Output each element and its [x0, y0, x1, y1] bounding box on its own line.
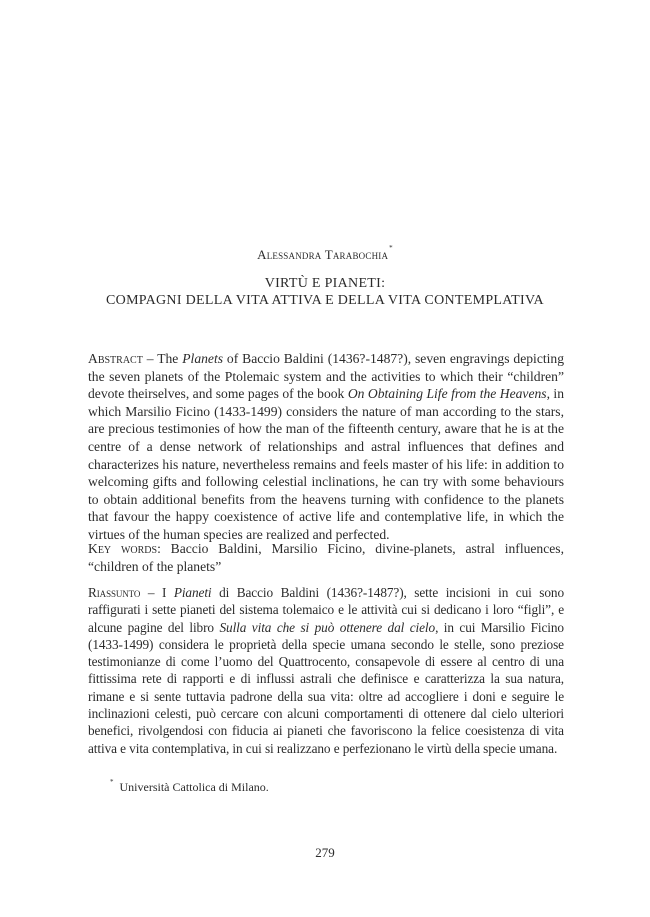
- abstract-label: Abstract: [88, 351, 143, 366]
- riassunto-dash: –: [140, 585, 162, 600]
- keywords-label: Key words: [88, 541, 158, 556]
- riassunto-text-2: di Baccio Baldini (1436?-1487?), sette incisioni in cui sono raffigurati i sette pianeti del sistema tolemaico e le attività cui si dedicano i loro “figli”, e alcune pagine del libro: [88, 585, 565, 635]
- abstract-dash: –: [142, 351, 158, 366]
- riassunto-label: Riassunto: [88, 585, 141, 600]
- riassunto-paragraph: [88, 584, 564, 757]
- riassunto-text-1: I: [161, 585, 174, 600]
- author-line: [0, 244, 650, 263]
- author-name: Alessandra Tarabochia: [257, 247, 389, 262]
- footnote-marker: *: [110, 778, 114, 786]
- title-line-2: COMPAGNI DELLA VITA ATTIVA E DELLA VITA CONTEMPLATIVA: [106, 293, 544, 308]
- article-title: [0, 275, 650, 309]
- riassunto-text-3: , in cui Marsilio Ficino (1433-1499) considera le proprietà della specie umana secondo le stelle, sono preziose testimonianze di come l’uomo del Quattrocento, consapevole di essere al centro di una fittissima rete di rapporti e di influssi astrali che definisce e caratterizza la sua natura, rimane e si sente tuttavia padrone della sua vita: oltre ad accogliere i doni e seguire le inclinazioni celesti, può cercare con alcuni comportamenti di ottenere dal cielo ulteriori benefici, rivolgendosi con fiducia ai pianeti che favoriscono la felice coesistenza di vita attiva e vita contemplativa, in cui si realizzano e perfezionano le virtù della specie umana.: [88, 619, 564, 756]
- keywords-text: : Baccio Baldini, Marsilio Ficino, divine-planets, astral influences, “children of the planets”: [88, 541, 564, 574]
- abstract-text-2: of Baccio Baldini (1436?-1487?), seven engravings depicting the seven planets of the Ptolemaic system and the activities to which their “children” devote theirselves, and some pages of the book: [88, 351, 564, 402]
- riassunto-italic-pianeti: Pianeti: [173, 585, 212, 600]
- footnote: [110, 780, 269, 795]
- abstract-paragraph: [88, 350, 564, 544]
- abstract-italic-book-title: On Obtaining Life from the Heavens: [347, 386, 547, 402]
- page-number: 279: [315, 845, 335, 860]
- abstract-text-3: , in which Marsilio Ficino (1433-1499) considers the nature of man according to the stars, are precious testimonies of how the man of the fifteenth century, aware that he is at the centre of a dense network of relationships and astral influences that defines and characterizes his nature, nevertheless remains and feels master of his life: in addition to welcoming gifts and following celestial inclinations, he can try with some behaviours to obtain additional benefits from the heavens turning with confidence to the planets that favour the happy coexistence of active life and contemplative life, in which the virtues of the human species are realized and perfected.: [88, 386, 565, 542]
- abstract-italic-planets: Planets: [182, 351, 224, 366]
- keywords-paragraph: [88, 540, 564, 575]
- abstract-text-1: The: [157, 351, 183, 366]
- riassunto-italic-book-title: Sulla vita che si può ottenere dal cielo: [219, 619, 436, 635]
- title-line-1: VIRTÙ E PIANETI:: [264, 276, 386, 291]
- footnote-text: Università Cattolica di Milano.: [119, 780, 269, 794]
- author-footnote-marker: *: [389, 244, 393, 252]
